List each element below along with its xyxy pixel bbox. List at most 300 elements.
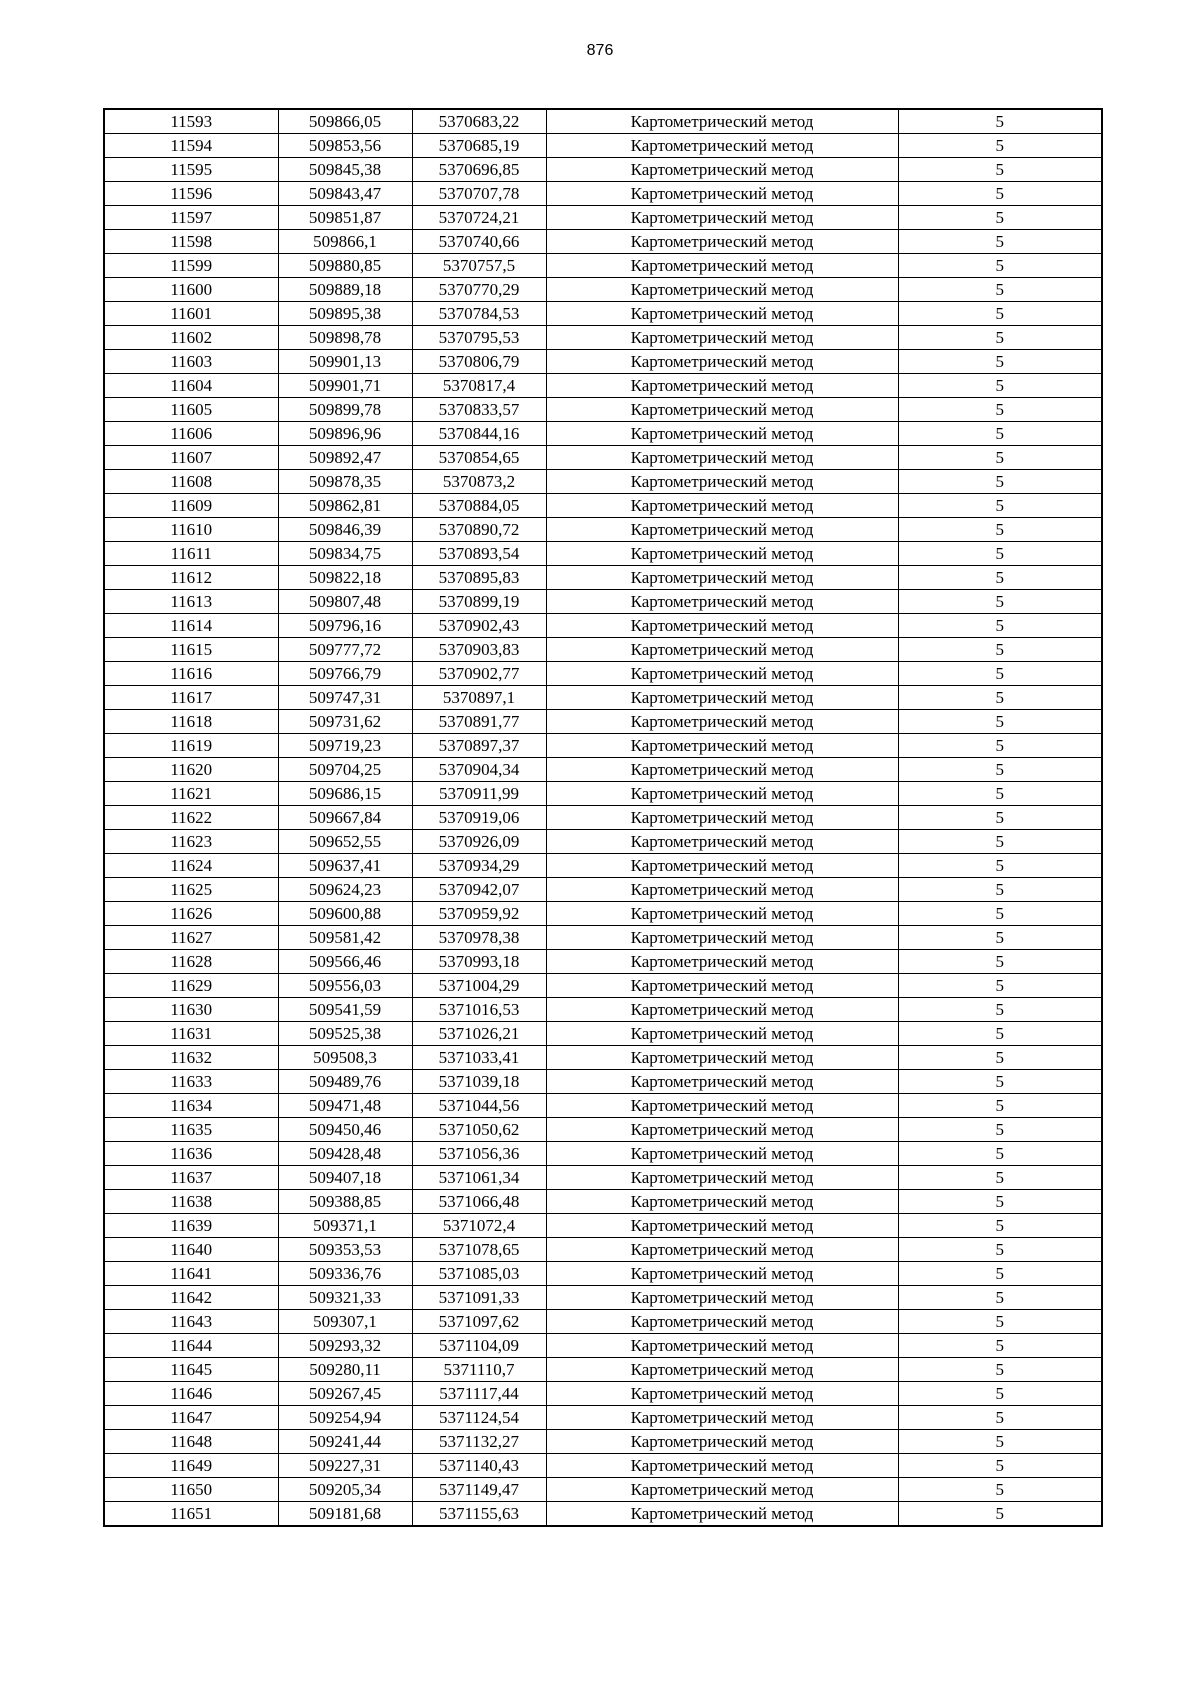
accuracy-cell: 5 xyxy=(898,926,1102,950)
point-number-cell: 11607 xyxy=(104,446,278,470)
y-coordinate-cell: 5371078,65 xyxy=(412,1238,546,1262)
x-coordinate-cell: 509336,76 xyxy=(278,1262,412,1286)
x-coordinate-cell: 509227,31 xyxy=(278,1454,412,1478)
method-cell: Картометрический метод xyxy=(546,1478,898,1502)
y-coordinate-cell: 5371117,44 xyxy=(412,1382,546,1406)
point-number-cell: 11631 xyxy=(104,1022,278,1046)
table-row xyxy=(104,1406,1102,1430)
x-coordinate-cell: 509624,23 xyxy=(278,878,412,902)
method-cell: Картометрический метод xyxy=(546,1334,898,1358)
method-cell: Картометрический метод xyxy=(546,950,898,974)
x-coordinate-cell: 509566,46 xyxy=(278,950,412,974)
y-coordinate-cell: 5370893,54 xyxy=(412,542,546,566)
table-row xyxy=(104,518,1102,542)
y-coordinate-cell: 5370696,85 xyxy=(412,158,546,182)
point-number-cell: 11613 xyxy=(104,590,278,614)
accuracy-cell: 5 xyxy=(898,1046,1102,1070)
accuracy-cell: 5 xyxy=(898,1382,1102,1406)
method-cell: Картометрический метод xyxy=(546,854,898,878)
y-coordinate-cell: 5370934,29 xyxy=(412,854,546,878)
accuracy-cell: 5 xyxy=(898,1286,1102,1310)
x-coordinate-cell: 509450,46 xyxy=(278,1118,412,1142)
accuracy-cell: 5 xyxy=(898,1358,1102,1382)
accuracy-cell: 5 xyxy=(898,614,1102,638)
method-cell: Картометрический метод xyxy=(546,350,898,374)
point-number-cell: 11633 xyxy=(104,1070,278,1094)
y-coordinate-cell: 5370902,77 xyxy=(412,662,546,686)
point-number-cell: 11648 xyxy=(104,1430,278,1454)
point-number-cell: 11628 xyxy=(104,950,278,974)
method-cell: Картометрический метод xyxy=(546,446,898,470)
point-number-cell: 11620 xyxy=(104,758,278,782)
x-coordinate-cell: 509428,48 xyxy=(278,1142,412,1166)
x-coordinate-cell: 509254,94 xyxy=(278,1406,412,1430)
point-number-cell: 11593 xyxy=(104,109,278,134)
x-coordinate-cell: 509556,03 xyxy=(278,974,412,998)
method-cell: Картометрический метод xyxy=(546,974,898,998)
point-number-cell: 11630 xyxy=(104,998,278,1022)
point-number-cell: 11627 xyxy=(104,926,278,950)
y-coordinate-cell: 5370873,2 xyxy=(412,470,546,494)
method-cell: Картометрический метод xyxy=(546,1406,898,1430)
x-coordinate-cell: 509747,31 xyxy=(278,686,412,710)
accuracy-cell: 5 xyxy=(898,662,1102,686)
method-cell: Картометрический метод xyxy=(546,1382,898,1406)
accuracy-cell: 5 xyxy=(898,1142,1102,1166)
x-coordinate-cell: 509896,96 xyxy=(278,422,412,446)
point-number-cell: 11650 xyxy=(104,1478,278,1502)
coordinates-table xyxy=(103,108,1103,1527)
accuracy-cell: 5 xyxy=(898,806,1102,830)
method-cell: Картометрический метод xyxy=(546,422,898,446)
table-row xyxy=(104,446,1102,470)
accuracy-cell: 5 xyxy=(898,1502,1102,1527)
table-row xyxy=(104,662,1102,686)
accuracy-cell: 5 xyxy=(898,734,1102,758)
x-coordinate-cell: 509766,79 xyxy=(278,662,412,686)
table-row xyxy=(104,806,1102,830)
y-coordinate-cell: 5370890,72 xyxy=(412,518,546,542)
x-coordinate-cell: 509652,55 xyxy=(278,830,412,854)
x-coordinate-cell: 509267,45 xyxy=(278,1382,412,1406)
accuracy-cell: 5 xyxy=(898,158,1102,182)
accuracy-cell: 5 xyxy=(898,830,1102,854)
accuracy-cell: 5 xyxy=(898,518,1102,542)
y-coordinate-cell: 5370891,77 xyxy=(412,710,546,734)
point-number-cell: 11599 xyxy=(104,254,278,278)
y-coordinate-cell: 5370795,53 xyxy=(412,326,546,350)
point-number-cell: 11603 xyxy=(104,350,278,374)
accuracy-cell: 5 xyxy=(898,398,1102,422)
x-coordinate-cell: 509796,16 xyxy=(278,614,412,638)
point-number-cell: 11601 xyxy=(104,302,278,326)
table-row xyxy=(104,350,1102,374)
y-coordinate-cell: 5370903,83 xyxy=(412,638,546,662)
y-coordinate-cell: 5371097,62 xyxy=(412,1310,546,1334)
point-number-cell: 11647 xyxy=(104,1406,278,1430)
y-coordinate-cell: 5371091,33 xyxy=(412,1286,546,1310)
point-number-cell: 11643 xyxy=(104,1310,278,1334)
point-number-cell: 11617 xyxy=(104,686,278,710)
method-cell: Картометрический метод xyxy=(546,1022,898,1046)
accuracy-cell: 5 xyxy=(898,854,1102,878)
method-cell: Картометрический метод xyxy=(546,1430,898,1454)
y-coordinate-cell: 5370911,99 xyxy=(412,782,546,806)
x-coordinate-cell: 509353,53 xyxy=(278,1238,412,1262)
y-coordinate-cell: 5371149,47 xyxy=(412,1478,546,1502)
y-coordinate-cell: 5371066,48 xyxy=(412,1190,546,1214)
x-coordinate-cell: 509388,85 xyxy=(278,1190,412,1214)
point-number-cell: 11635 xyxy=(104,1118,278,1142)
table-row xyxy=(104,1334,1102,1358)
y-coordinate-cell: 5370942,07 xyxy=(412,878,546,902)
y-coordinate-cell: 5370902,43 xyxy=(412,614,546,638)
accuracy-cell: 5 xyxy=(898,1238,1102,1262)
method-cell: Картометрический метод xyxy=(546,518,898,542)
accuracy-cell: 5 xyxy=(898,950,1102,974)
y-coordinate-cell: 5371050,62 xyxy=(412,1118,546,1142)
point-number-cell: 11598 xyxy=(104,230,278,254)
x-coordinate-cell: 509889,18 xyxy=(278,278,412,302)
y-coordinate-cell: 5370884,05 xyxy=(412,494,546,518)
x-coordinate-cell: 509898,78 xyxy=(278,326,412,350)
method-cell: Картометрический метод xyxy=(546,1310,898,1334)
method-cell: Картометрический метод xyxy=(546,782,898,806)
x-coordinate-cell: 509834,75 xyxy=(278,542,412,566)
point-number-cell: 11651 xyxy=(104,1502,278,1527)
table-row xyxy=(104,326,1102,350)
y-coordinate-cell: 5370724,21 xyxy=(412,206,546,230)
table-row xyxy=(104,1430,1102,1454)
accuracy-cell: 5 xyxy=(898,446,1102,470)
x-coordinate-cell: 509895,38 xyxy=(278,302,412,326)
x-coordinate-cell: 509878,35 xyxy=(278,470,412,494)
accuracy-cell: 5 xyxy=(898,470,1102,494)
point-number-cell: 11625 xyxy=(104,878,278,902)
method-cell: Картометрический метод xyxy=(546,206,898,230)
point-number-cell: 11602 xyxy=(104,326,278,350)
method-cell: Картометрический метод xyxy=(546,1286,898,1310)
y-coordinate-cell: 5370833,57 xyxy=(412,398,546,422)
y-coordinate-cell: 5370757,5 xyxy=(412,254,546,278)
y-coordinate-cell: 5370806,79 xyxy=(412,350,546,374)
method-cell: Картометрический метод xyxy=(546,638,898,662)
point-number-cell: 11649 xyxy=(104,1454,278,1478)
point-number-cell: 11623 xyxy=(104,830,278,854)
y-coordinate-cell: 5370978,38 xyxy=(412,926,546,950)
method-cell: Картометрический метод xyxy=(546,398,898,422)
x-coordinate-cell: 509866,1 xyxy=(278,230,412,254)
accuracy-cell: 5 xyxy=(898,1478,1102,1502)
method-cell: Картометрический метод xyxy=(546,902,898,926)
accuracy-cell: 5 xyxy=(898,1430,1102,1454)
accuracy-cell: 5 xyxy=(898,1214,1102,1238)
method-cell: Картометрический метод xyxy=(546,254,898,278)
table-row xyxy=(104,1238,1102,1262)
method-cell: Картометрический метод xyxy=(546,1358,898,1382)
accuracy-cell: 5 xyxy=(898,590,1102,614)
table-row xyxy=(104,206,1102,230)
x-coordinate-cell: 509205,34 xyxy=(278,1478,412,1502)
table-row xyxy=(104,109,1102,134)
accuracy-cell: 5 xyxy=(898,1094,1102,1118)
accuracy-cell: 5 xyxy=(898,278,1102,302)
table-row xyxy=(104,1382,1102,1406)
method-cell: Картометрический метод xyxy=(546,1070,898,1094)
x-coordinate-cell: 509901,13 xyxy=(278,350,412,374)
accuracy-cell: 5 xyxy=(898,494,1102,518)
method-cell: Картометрический метод xyxy=(546,878,898,902)
x-coordinate-cell: 509293,32 xyxy=(278,1334,412,1358)
table-row xyxy=(104,590,1102,614)
accuracy-cell: 5 xyxy=(898,302,1102,326)
y-coordinate-cell: 5371104,09 xyxy=(412,1334,546,1358)
table-row xyxy=(104,1022,1102,1046)
table-row xyxy=(104,1478,1102,1502)
table-row xyxy=(104,398,1102,422)
accuracy-cell: 5 xyxy=(898,758,1102,782)
point-number-cell: 11600 xyxy=(104,278,278,302)
method-cell: Картометрический метод xyxy=(546,566,898,590)
accuracy-cell: 5 xyxy=(898,1190,1102,1214)
table-row xyxy=(104,1286,1102,1310)
table-row xyxy=(104,710,1102,734)
table-row xyxy=(104,878,1102,902)
y-coordinate-cell: 5370685,19 xyxy=(412,134,546,158)
method-cell: Картометрический метод xyxy=(546,998,898,1022)
y-coordinate-cell: 5371056,36 xyxy=(412,1142,546,1166)
method-cell: Картометрический метод xyxy=(546,1262,898,1286)
method-cell: Картометрический метод xyxy=(546,374,898,398)
method-cell: Картометрический метод xyxy=(546,1166,898,1190)
point-number-cell: 11624 xyxy=(104,854,278,878)
x-coordinate-cell: 509321,33 xyxy=(278,1286,412,1310)
x-coordinate-cell: 509899,78 xyxy=(278,398,412,422)
method-cell: Картометрический метод xyxy=(546,1238,898,1262)
y-coordinate-cell: 5370897,37 xyxy=(412,734,546,758)
method-cell: Картометрический метод xyxy=(546,590,898,614)
table-row xyxy=(104,254,1102,278)
point-number-cell: 11621 xyxy=(104,782,278,806)
accuracy-cell: 5 xyxy=(898,1070,1102,1094)
x-coordinate-cell: 509407,18 xyxy=(278,1166,412,1190)
x-coordinate-cell: 509862,81 xyxy=(278,494,412,518)
method-cell: Картометрический метод xyxy=(546,542,898,566)
method-cell: Картометрический метод xyxy=(546,1214,898,1238)
x-coordinate-cell: 509880,85 xyxy=(278,254,412,278)
table-row xyxy=(104,1142,1102,1166)
y-coordinate-cell: 5371044,56 xyxy=(412,1094,546,1118)
method-cell: Картометрический метод xyxy=(546,1046,898,1070)
accuracy-cell: 5 xyxy=(898,998,1102,1022)
y-coordinate-cell: 5370844,16 xyxy=(412,422,546,446)
table-row xyxy=(104,566,1102,590)
accuracy-cell: 5 xyxy=(898,374,1102,398)
point-number-cell: 11605 xyxy=(104,398,278,422)
accuracy-cell: 5 xyxy=(898,974,1102,998)
accuracy-cell: 5 xyxy=(898,230,1102,254)
accuracy-cell: 5 xyxy=(898,1166,1102,1190)
y-coordinate-cell: 5370899,19 xyxy=(412,590,546,614)
method-cell: Картометрический метод xyxy=(546,109,898,134)
y-coordinate-cell: 5370895,83 xyxy=(412,566,546,590)
accuracy-cell: 5 xyxy=(898,254,1102,278)
table-row xyxy=(104,1190,1102,1214)
y-coordinate-cell: 5371026,21 xyxy=(412,1022,546,1046)
accuracy-cell: 5 xyxy=(898,686,1102,710)
table-row xyxy=(104,1166,1102,1190)
table-row xyxy=(104,1214,1102,1238)
accuracy-cell: 5 xyxy=(898,566,1102,590)
x-coordinate-cell: 509719,23 xyxy=(278,734,412,758)
table-row xyxy=(104,470,1102,494)
x-coordinate-cell: 509892,47 xyxy=(278,446,412,470)
table-row xyxy=(104,278,1102,302)
table-row xyxy=(104,542,1102,566)
x-coordinate-cell: 509181,68 xyxy=(278,1502,412,1527)
y-coordinate-cell: 5370919,06 xyxy=(412,806,546,830)
table-row xyxy=(104,614,1102,638)
point-number-cell: 11629 xyxy=(104,974,278,998)
x-coordinate-cell: 509471,48 xyxy=(278,1094,412,1118)
y-coordinate-cell: 5371132,27 xyxy=(412,1430,546,1454)
table-row xyxy=(104,734,1102,758)
table-row xyxy=(104,950,1102,974)
y-coordinate-cell: 5371004,29 xyxy=(412,974,546,998)
x-coordinate-cell: 509581,42 xyxy=(278,926,412,950)
point-number-cell: 11637 xyxy=(104,1166,278,1190)
table-row xyxy=(104,182,1102,206)
method-cell: Картометрический метод xyxy=(546,806,898,830)
x-coordinate-cell: 509280,11 xyxy=(278,1358,412,1382)
table-row xyxy=(104,686,1102,710)
y-coordinate-cell: 5371016,53 xyxy=(412,998,546,1022)
y-coordinate-cell: 5370817,4 xyxy=(412,374,546,398)
table-row xyxy=(104,1310,1102,1334)
point-number-cell: 11594 xyxy=(104,134,278,158)
table-row xyxy=(104,1070,1102,1094)
method-cell: Картометрический метод xyxy=(546,1118,898,1142)
accuracy-cell: 5 xyxy=(898,182,1102,206)
table-row xyxy=(104,1358,1102,1382)
accuracy-cell: 5 xyxy=(898,1118,1102,1142)
point-number-cell: 11646 xyxy=(104,1382,278,1406)
accuracy-cell: 5 xyxy=(898,1334,1102,1358)
x-coordinate-cell: 509371,1 xyxy=(278,1214,412,1238)
accuracy-cell: 5 xyxy=(898,902,1102,926)
point-number-cell: 11616 xyxy=(104,662,278,686)
y-coordinate-cell: 5371039,18 xyxy=(412,1070,546,1094)
method-cell: Картометрический метод xyxy=(546,710,898,734)
method-cell: Картометрический метод xyxy=(546,1094,898,1118)
method-cell: Картометрический метод xyxy=(546,1142,898,1166)
point-number-cell: 11634 xyxy=(104,1094,278,1118)
method-cell: Картометрический метод xyxy=(546,278,898,302)
accuracy-cell: 5 xyxy=(898,326,1102,350)
y-coordinate-cell: 5371124,54 xyxy=(412,1406,546,1430)
x-coordinate-cell: 509851,87 xyxy=(278,206,412,230)
y-coordinate-cell: 5370926,09 xyxy=(412,830,546,854)
point-number-cell: 11645 xyxy=(104,1358,278,1382)
method-cell: Картометрический метод xyxy=(546,926,898,950)
accuracy-cell: 5 xyxy=(898,1022,1102,1046)
point-number-cell: 11596 xyxy=(104,182,278,206)
table-row xyxy=(104,494,1102,518)
method-cell: Картометрический метод xyxy=(546,686,898,710)
y-coordinate-cell: 5371033,41 xyxy=(412,1046,546,1070)
table-row xyxy=(104,1502,1102,1527)
y-coordinate-cell: 5371140,43 xyxy=(412,1454,546,1478)
point-number-cell: 11639 xyxy=(104,1214,278,1238)
x-coordinate-cell: 509307,1 xyxy=(278,1310,412,1334)
accuracy-cell: 5 xyxy=(898,878,1102,902)
method-cell: Картометрический метод xyxy=(546,614,898,638)
point-number-cell: 11609 xyxy=(104,494,278,518)
table-row xyxy=(104,974,1102,998)
point-number-cell: 11636 xyxy=(104,1142,278,1166)
table-row xyxy=(104,1094,1102,1118)
accuracy-cell: 5 xyxy=(898,1310,1102,1334)
table-row xyxy=(104,830,1102,854)
table-row xyxy=(104,926,1102,950)
point-number-cell: 11644 xyxy=(104,1334,278,1358)
method-cell: Картометрический метод xyxy=(546,1454,898,1478)
method-cell: Картометрический метод xyxy=(546,758,898,782)
point-number-cell: 11632 xyxy=(104,1046,278,1070)
y-coordinate-cell: 5370854,65 xyxy=(412,446,546,470)
x-coordinate-cell: 509241,44 xyxy=(278,1430,412,1454)
x-coordinate-cell: 509600,88 xyxy=(278,902,412,926)
y-coordinate-cell: 5370707,78 xyxy=(412,182,546,206)
x-coordinate-cell: 509667,84 xyxy=(278,806,412,830)
x-coordinate-cell: 509853,56 xyxy=(278,134,412,158)
method-cell: Картометрический метод xyxy=(546,734,898,758)
y-coordinate-cell: 5371061,34 xyxy=(412,1166,546,1190)
accuracy-cell: 5 xyxy=(898,1262,1102,1286)
method-cell: Картометрический метод xyxy=(546,182,898,206)
page-number: 876 xyxy=(586,42,614,59)
point-number-cell: 11610 xyxy=(104,518,278,542)
point-number-cell: 11618 xyxy=(104,710,278,734)
x-coordinate-cell: 509508,3 xyxy=(278,1046,412,1070)
point-number-cell: 11640 xyxy=(104,1238,278,1262)
y-coordinate-cell: 5370770,29 xyxy=(412,278,546,302)
x-coordinate-cell: 509489,76 xyxy=(278,1070,412,1094)
accuracy-cell: 5 xyxy=(898,206,1102,230)
method-cell: Картометрический метод xyxy=(546,158,898,182)
point-number-cell: 11597 xyxy=(104,206,278,230)
method-cell: Картометрический метод xyxy=(546,1502,898,1527)
table-row xyxy=(104,998,1102,1022)
point-number-cell: 11595 xyxy=(104,158,278,182)
point-number-cell: 11622 xyxy=(104,806,278,830)
x-coordinate-cell: 509822,18 xyxy=(278,566,412,590)
y-coordinate-cell: 5371085,03 xyxy=(412,1262,546,1286)
accuracy-cell: 5 xyxy=(898,638,1102,662)
table-row xyxy=(104,782,1102,806)
method-cell: Картометрический метод xyxy=(546,830,898,854)
table-row xyxy=(104,302,1102,326)
point-number-cell: 11638 xyxy=(104,1190,278,1214)
table-row xyxy=(104,374,1102,398)
point-number-cell: 11615 xyxy=(104,638,278,662)
table-row xyxy=(104,854,1102,878)
method-cell: Картометрический метод xyxy=(546,494,898,518)
point-number-cell: 11641 xyxy=(104,1262,278,1286)
x-coordinate-cell: 509866,05 xyxy=(278,109,412,134)
y-coordinate-cell: 5370993,18 xyxy=(412,950,546,974)
method-cell: Картометрический метод xyxy=(546,470,898,494)
